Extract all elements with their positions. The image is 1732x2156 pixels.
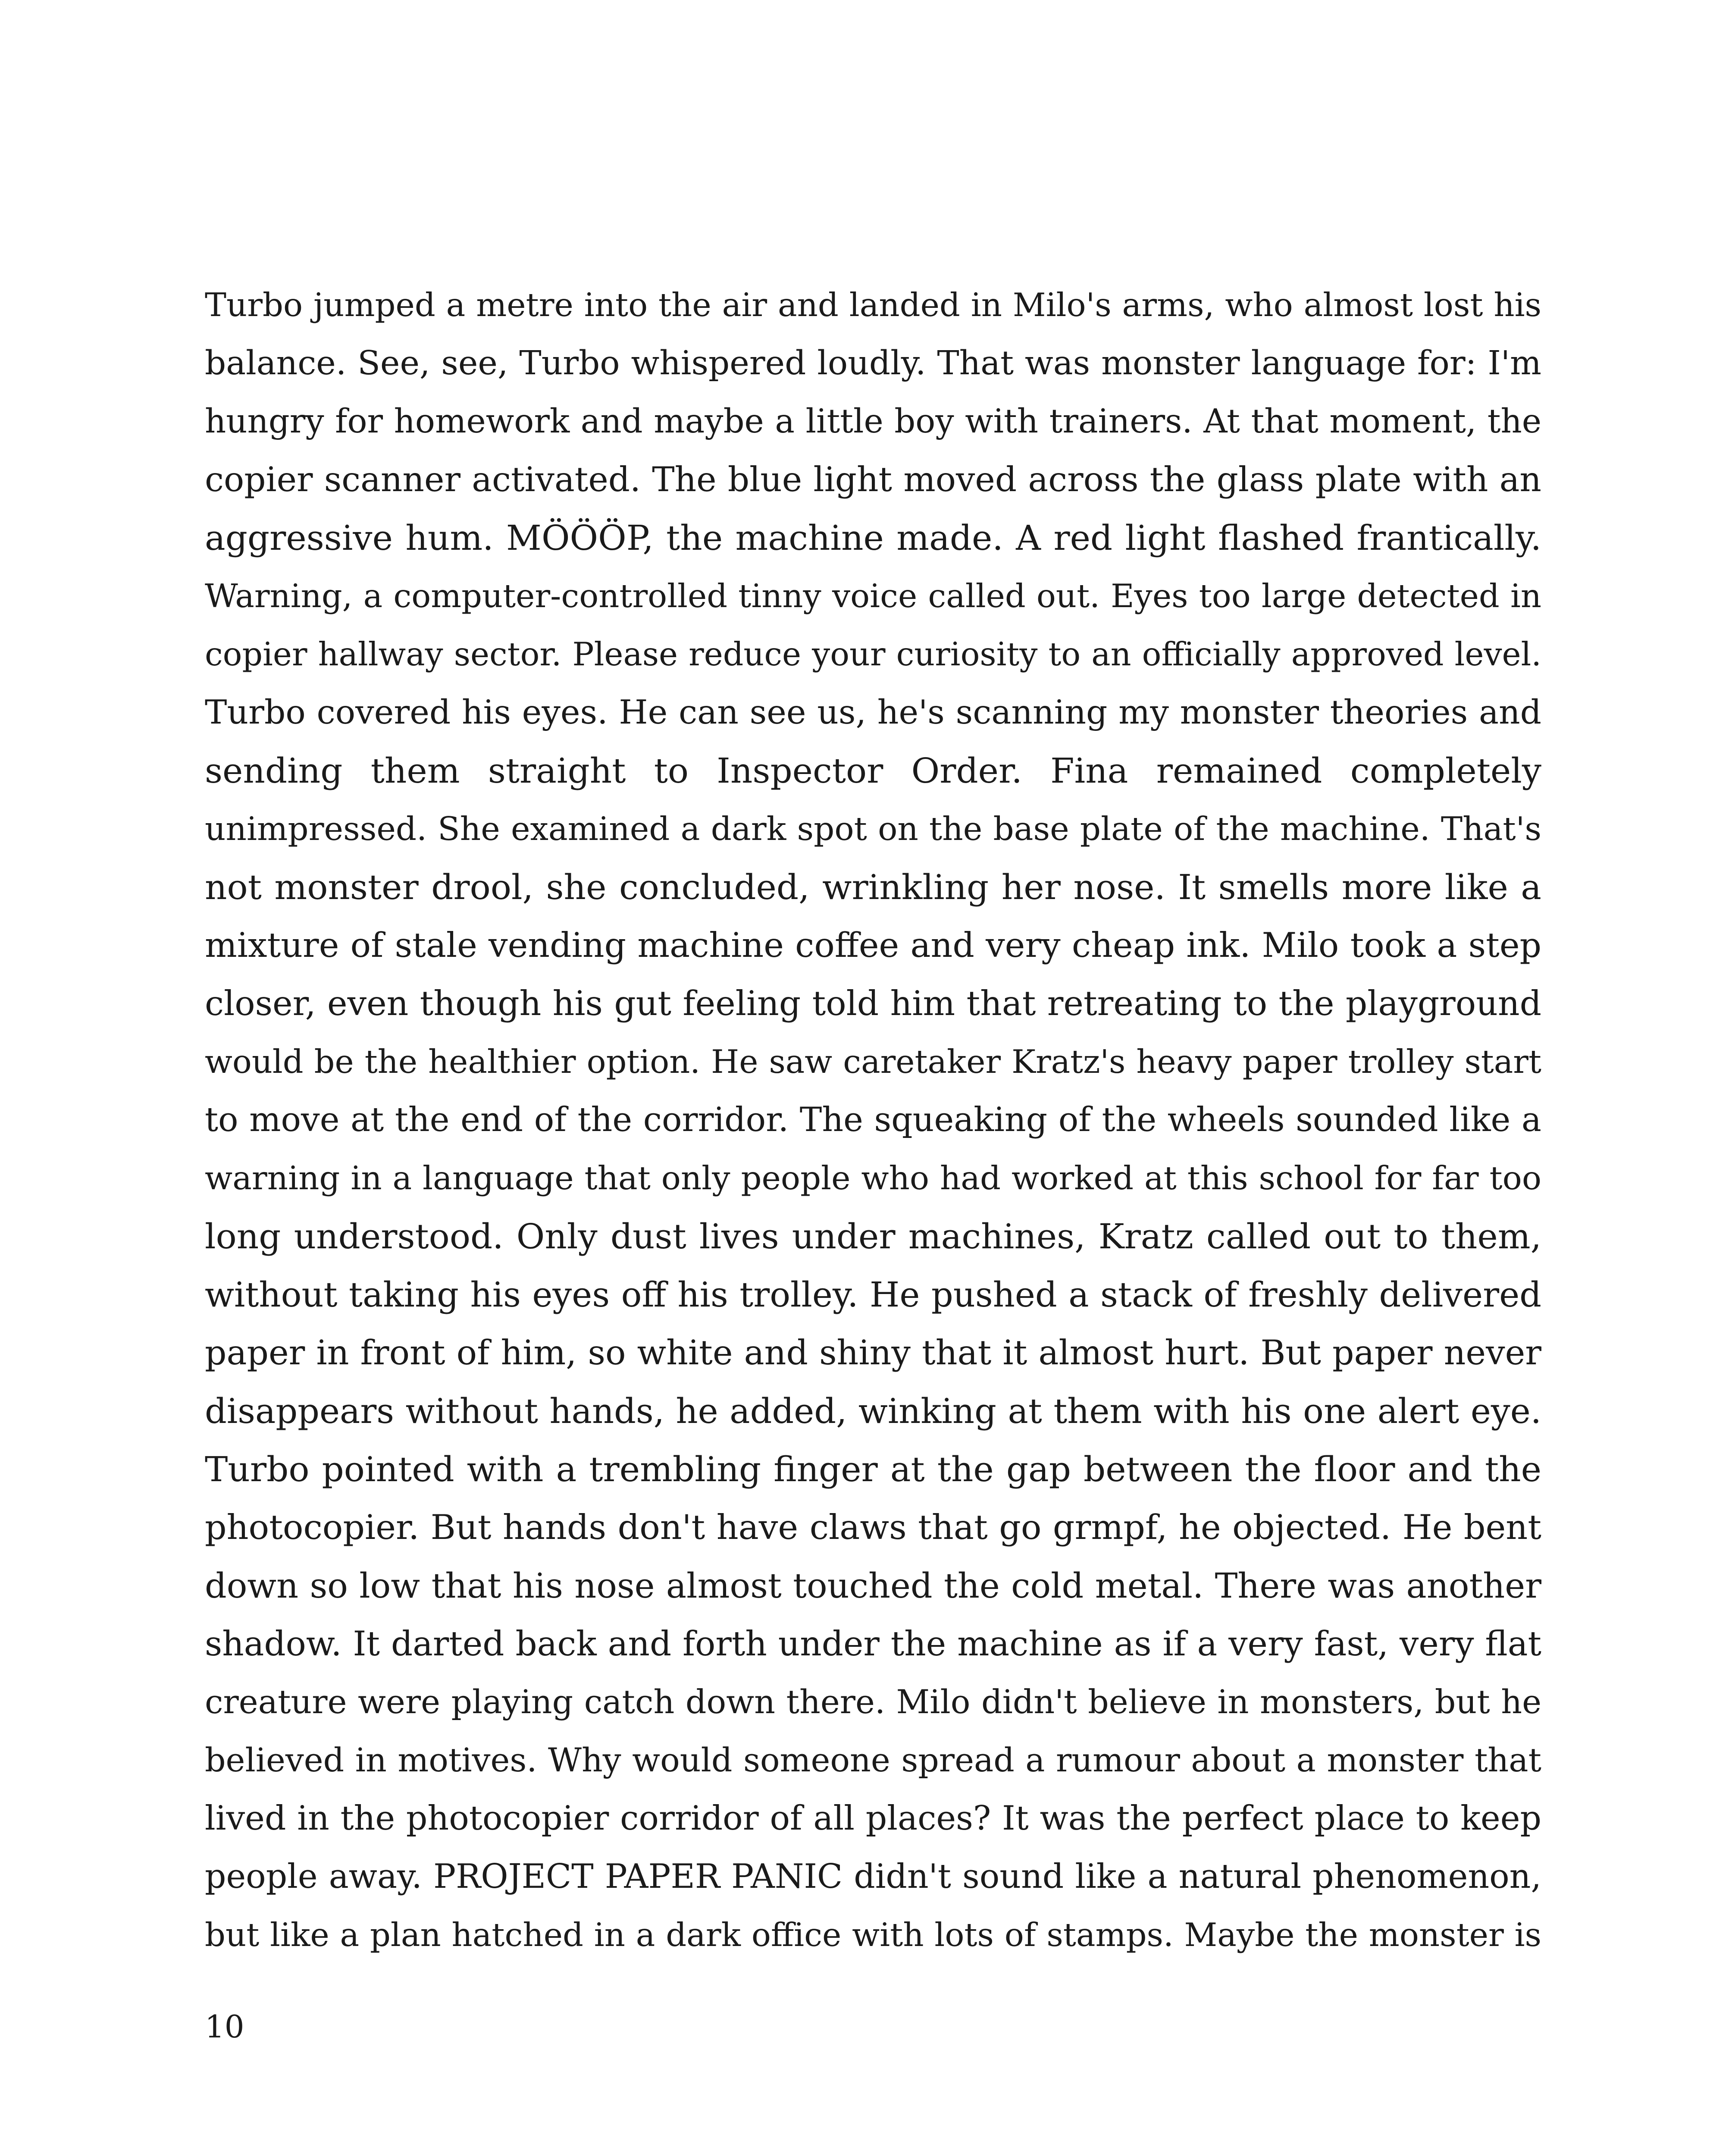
text-line: without taking his eyes off his trolley. He pushed a stack of freshly delivered bbox=[205, 1275, 1541, 1315]
text-line: people away. PROJECT PAPER PANIC didn't sound like a natural phenomenon, bbox=[205, 1857, 1541, 1896]
text-line: not monster drool, she concluded, wrinkling her nose. It smells more like a bbox=[205, 867, 1541, 907]
text-line: paper in front of him, so white and shiny that it almost hurt. But paper never bbox=[205, 1333, 1541, 1373]
text-line: believed in motives. Why would someone spread a rumour about a monster that bbox=[205, 1741, 1541, 1779]
text-line: balance. See, see, Turbo whispered loudly. That was monster language for: I'm bbox=[205, 344, 1541, 382]
text-line: copier scanner activated. The blue light moved across the glass plate with an bbox=[205, 460, 1541, 499]
text-line: to move at the end of the corridor. The squeaking of the wheels sounded like a bbox=[205, 1100, 1541, 1139]
text-line: lived in the photocopier corridor of all places? It was the perfect place to keep bbox=[205, 1799, 1541, 1838]
text-line: creature were playing catch down there. Milo didn't believe in monsters, but he bbox=[205, 1683, 1541, 1721]
text-line: would be the healthier option. He saw caretaker Kratz's heavy paper trolley start bbox=[205, 1043, 1541, 1081]
text-line: shadow. It darted back and forth under the machine as if a very fast, very flat bbox=[205, 1624, 1541, 1664]
body-text bbox=[205, 276, 1541, 1964]
text-line: Turbo covered his eyes. He can see us, he's scanning my monster theories and bbox=[205, 693, 1541, 732]
text-line: aggressive hum. MÖÖÖP, the machine made. A red light flashed frantically. bbox=[205, 518, 1541, 558]
text-line: photocopier. But hands don't have claws that go grmpf, he objected. He bent bbox=[205, 1507, 1541, 1547]
text-line: hungry for homework and maybe a little boy with trainers. At that moment, the bbox=[205, 402, 1541, 441]
text-line: warning in a language that only people who had worked at this school for far too bbox=[205, 1159, 1541, 1197]
text-line: mixture of stale vending machine coffee and very cheap ink. Milo took a step bbox=[205, 925, 1541, 965]
text-line: unimpressed. She examined a dark spot on the base plate of the machine. That's bbox=[205, 810, 1541, 848]
text-line: long understood. Only dust lives under machines, Kratz called out to them, bbox=[205, 1216, 1541, 1257]
text-line: Turbo jumped a metre into the air and landed in Milo's arms, who almost lost his bbox=[205, 286, 1541, 324]
text-line: sending them straight to Inspector Order. Fina remained completely bbox=[205, 751, 1541, 791]
text-line: Warning, a computer-controlled tinny voice called out. Eyes too large detected in bbox=[205, 577, 1541, 615]
text-line: down so low that his nose almost touched the cold metal. There was another bbox=[205, 1566, 1541, 1606]
page-number: 10 bbox=[205, 2009, 244, 2045]
text-line: closer, even though his gut feeling told him that retreating to the playground bbox=[205, 984, 1541, 1023]
text-line: but like a plan hatched in a dark office with lots of stamps. Maybe the monster is bbox=[205, 1916, 1541, 1954]
text-line: copier hallway sector. Please reduce your curiosity to an officially approved level. bbox=[205, 636, 1541, 673]
text-line: Turbo pointed with a trembling finger at the gap between the floor and the bbox=[205, 1449, 1541, 1489]
text-line: disappears without hands, he added, winking at them with his one alert eye. bbox=[205, 1391, 1541, 1431]
